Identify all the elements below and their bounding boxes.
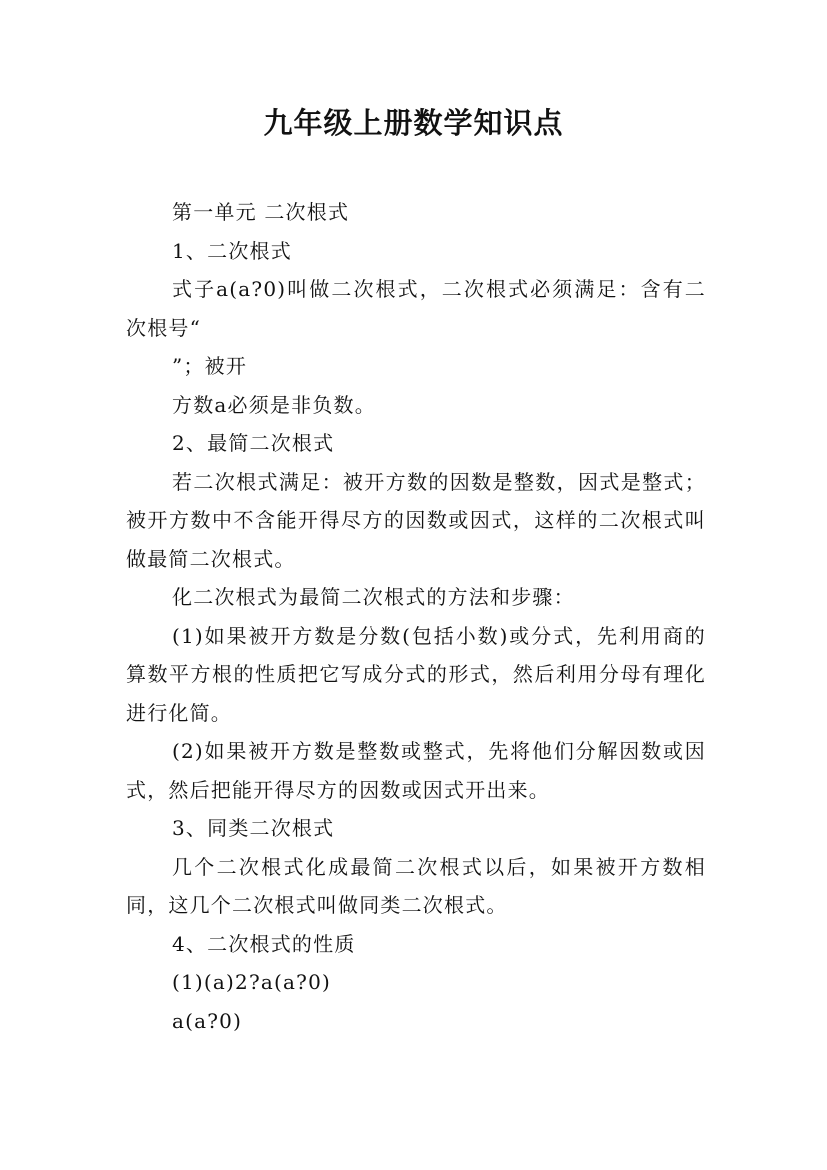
section-heading-2: 2、最简二次根式 — [172, 431, 335, 455]
document-title: 九年级上册数学知识点 — [263, 106, 564, 140]
paragraph-definition: 式子a(a?0)叫做二次根式，二次根式必须满足：含有二次根号“ — [126, 277, 706, 340]
paragraph-continuation-2: 方数a必须是非负数。 — [172, 392, 376, 417]
document-body — [126, 193, 706, 1040]
paragraph-method-intro: 化二次根式为最简二次根式的方法和步骤： — [172, 585, 575, 609]
paragraph-simplest-definition: 若二次根式满足：被开方数的因数是整数，因式是整式；被开方数中不含能开得尽方的因数或因式，这样的二次根式叫做最简二次根式。 — [126, 469, 706, 571]
unit-heading: 第一单元 二次根式 — [172, 200, 350, 224]
formula-line-2: a(a?0) — [172, 1008, 243, 1033]
formula-line-1: (1)(a)2?a(a?0) — [172, 970, 332, 994]
paragraph-similar-definition: 几个二次根式化成最简二次根式以后，如果被开方数相同，这几个二次根式叫做同类二次根式。 — [126, 854, 706, 917]
paragraph-method-2: (2)如果被开方数是整数或整式，先将他们分解因数或因式，然后把能开得尽方的因数或因式开出来。 — [126, 739, 706, 802]
section-heading-4: 4、二次根式的性质 — [172, 931, 356, 956]
section-heading-1: 1、二次根式 — [172, 238, 292, 263]
paragraph-method-1: (1)如果被开方数是分数(包括小数)或分式，先利用商的算数平方根的性质把它写成分式的形式，然后利用分母有理化进行化简。 — [126, 623, 706, 725]
section-heading-3: 3、同类二次根式 — [172, 816, 335, 840]
paragraph-continuation-1: ”；被开 — [172, 354, 248, 378]
